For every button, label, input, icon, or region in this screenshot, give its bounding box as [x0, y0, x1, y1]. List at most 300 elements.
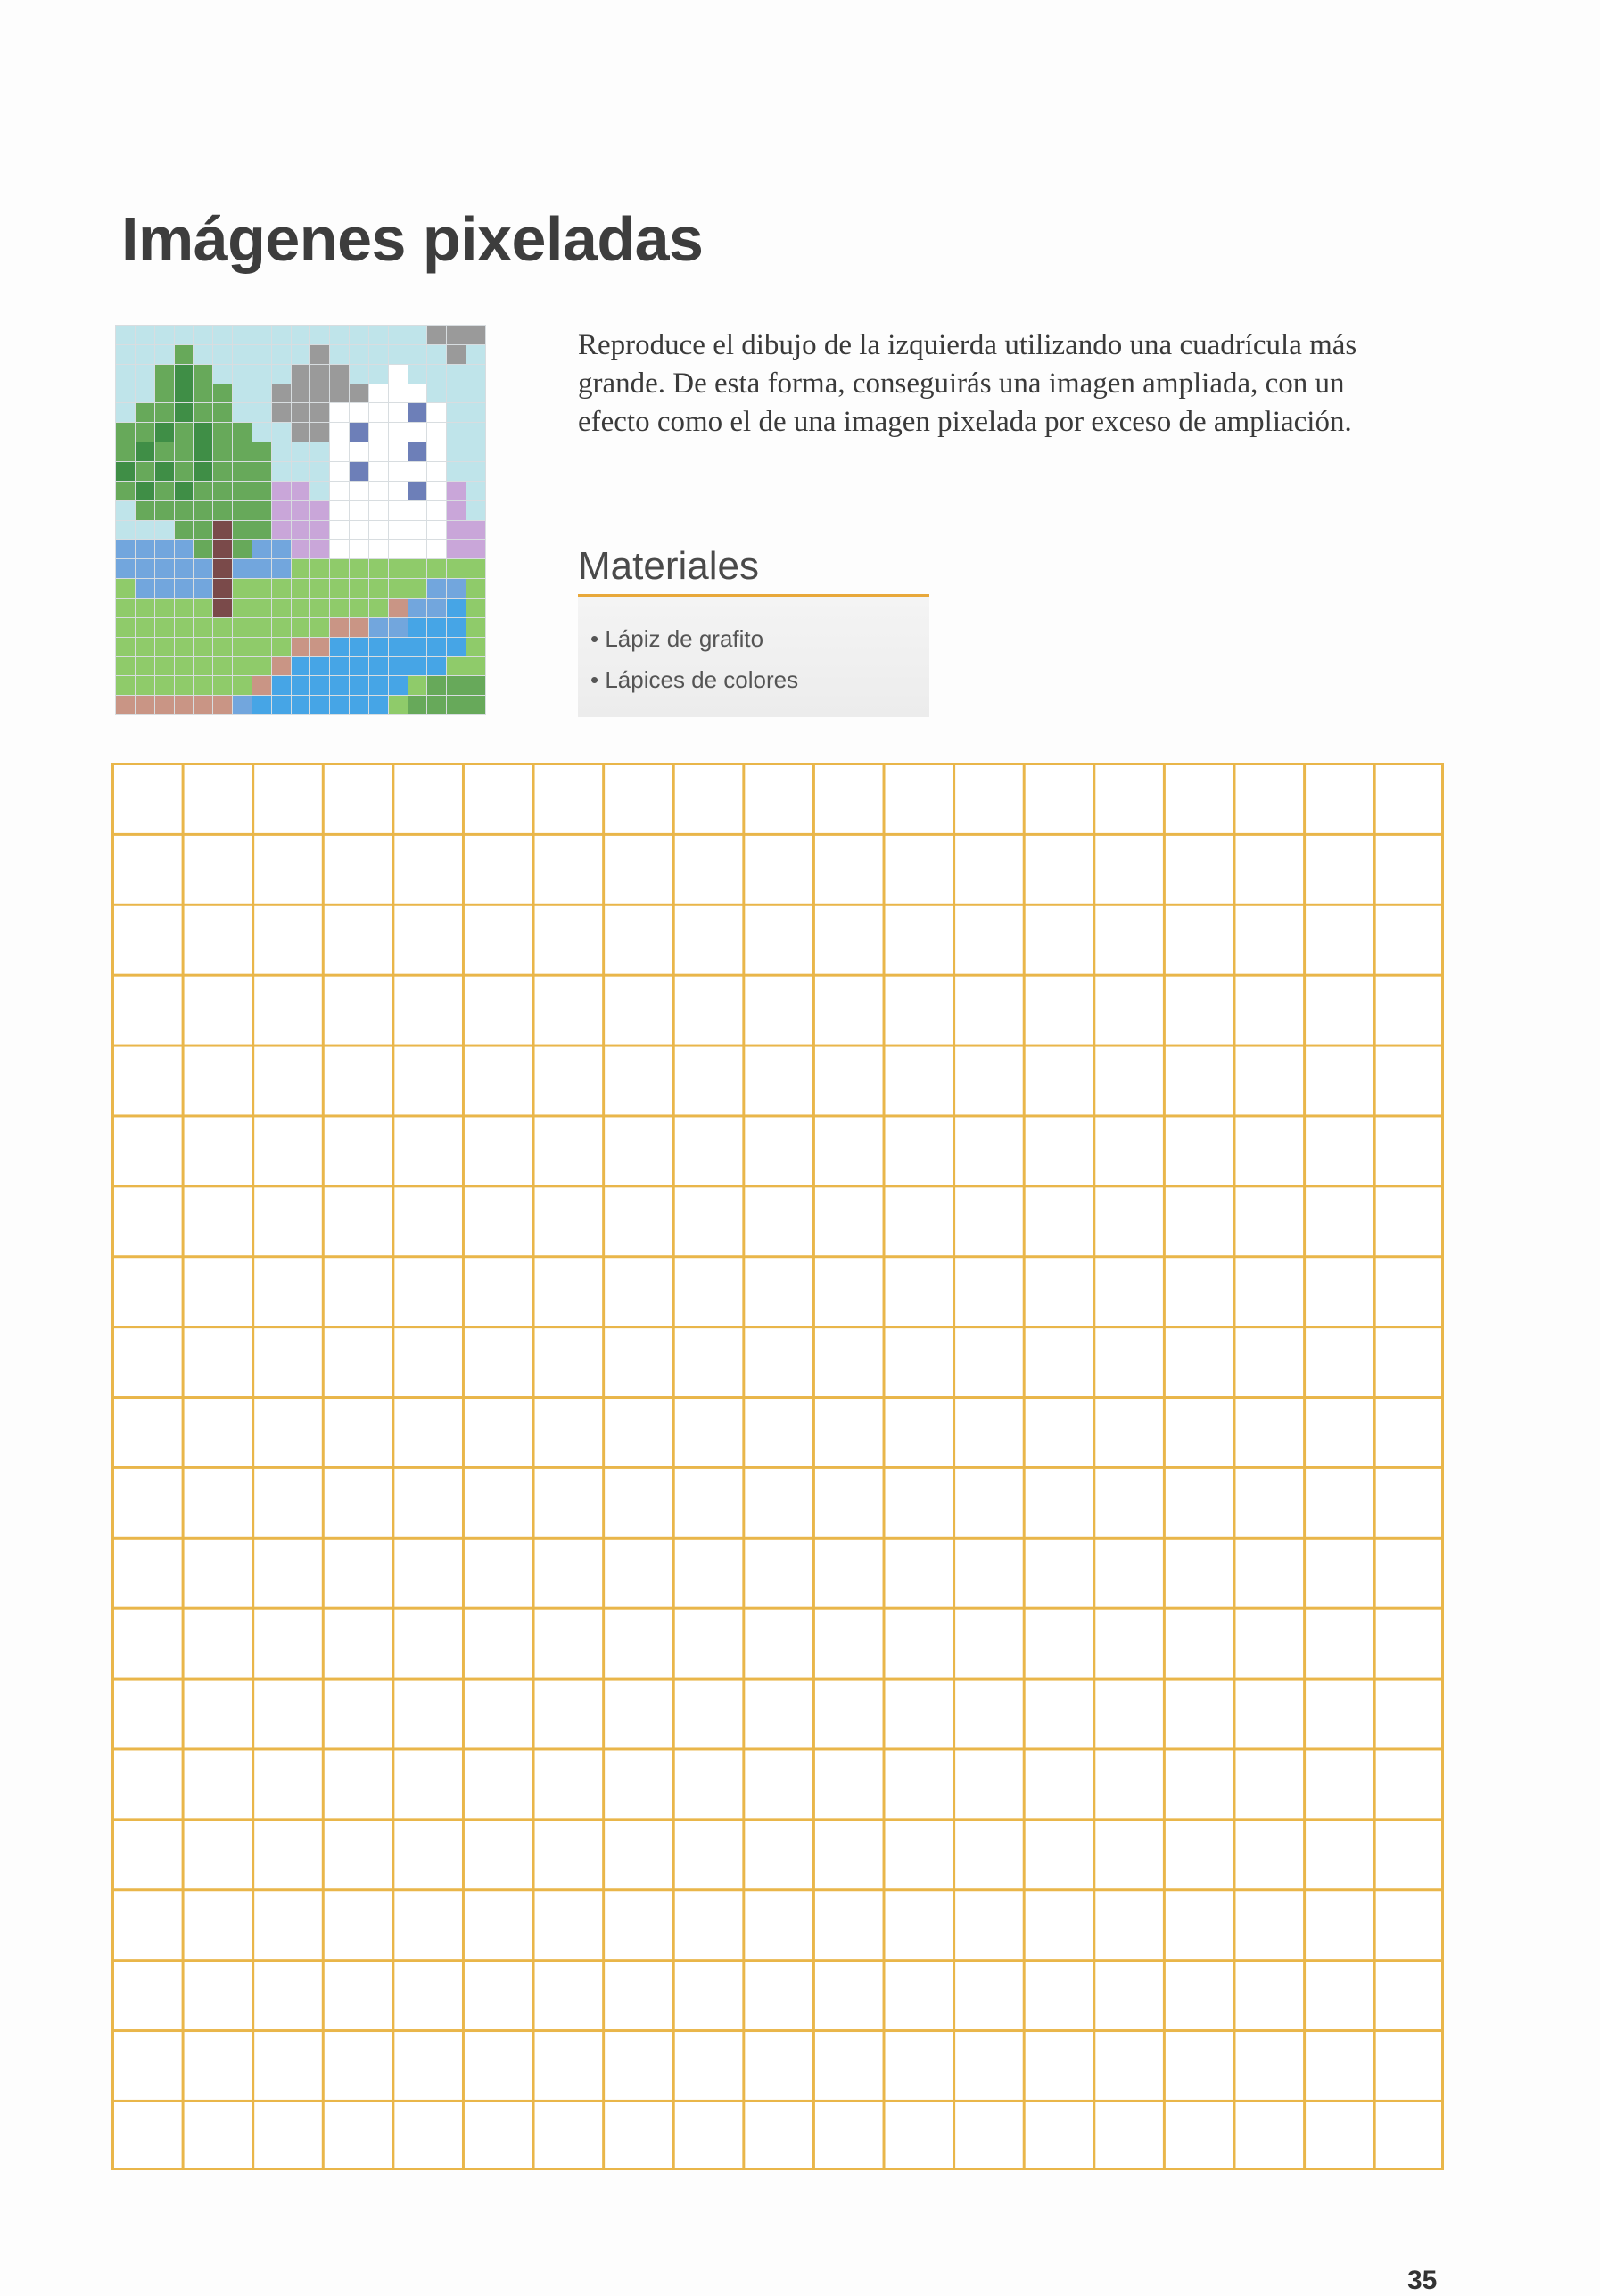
pixel-cell [136, 462, 154, 481]
pixel-cell [213, 676, 232, 695]
pixel-cell [194, 365, 212, 384]
pixel-cell [330, 442, 349, 461]
pixel-cell [447, 345, 466, 364]
pixel-cell [213, 482, 232, 500]
pixel-cell [155, 521, 174, 540]
pixel-cell [136, 521, 154, 540]
pixel-cell [233, 365, 252, 384]
pixel-cell [447, 696, 466, 714]
pixel-cell [330, 482, 349, 500]
pixel-cell [408, 384, 427, 403]
pixel-cell [369, 521, 388, 540]
pixel-cell [252, 423, 271, 442]
pixel-cell [330, 696, 349, 714]
pixel-cell [292, 579, 310, 598]
pixel-cell [389, 559, 408, 578]
pixel-cell [136, 618, 154, 637]
pixel-cell [233, 462, 252, 481]
pixel-cell [272, 326, 291, 344]
pixel-cell [233, 384, 252, 403]
pixel-cell [292, 638, 310, 657]
pixel-cell [369, 482, 388, 500]
materials-item-colored-pencils: • Lápices de colores [590, 659, 929, 700]
pixel-cell [292, 501, 310, 520]
pixel-cell [292, 521, 310, 540]
pixel-cell [466, 559, 485, 578]
pixel-cell [155, 696, 174, 714]
pixel-cell [408, 559, 427, 578]
pixel-cell [155, 638, 174, 657]
pixel-cell [427, 579, 446, 598]
pixel-cell [389, 521, 408, 540]
pixel-cell [233, 482, 252, 500]
pixel-cell [155, 482, 174, 500]
empty-drawing-grid[interactable] [111, 763, 1444, 2170]
pixel-cell [175, 345, 194, 364]
pixel-art-reference-image [115, 325, 486, 715]
pixel-cell [389, 345, 408, 364]
pixel-cell [155, 579, 174, 598]
pixel-cell [136, 676, 154, 695]
pixel-cell [272, 384, 291, 403]
pixel-cell [310, 521, 329, 540]
pixel-cell [272, 599, 291, 617]
pixel-cell [175, 365, 194, 384]
pixel-cell [369, 501, 388, 520]
pixel-cell [272, 423, 291, 442]
pixel-cell [194, 540, 212, 558]
pixel-cell [350, 657, 368, 675]
pixel-cell [310, 676, 329, 695]
pixel-cell [369, 676, 388, 695]
pixel-cell [310, 442, 329, 461]
pixel-cell [116, 501, 135, 520]
materials-item-pencil: • Lápiz de grafito [590, 618, 929, 659]
pixel-cell [389, 618, 408, 637]
pixel-cell [116, 462, 135, 481]
pixel-cell [408, 521, 427, 540]
pixel-cell [155, 403, 174, 422]
pixel-cell [252, 540, 271, 558]
pixel-cell [116, 326, 135, 344]
pixel-cell [272, 696, 291, 714]
pixel-cell [194, 326, 212, 344]
pixel-cell [447, 423, 466, 442]
page-title: Imágenes pixeladas [121, 204, 704, 274]
pixel-cell [466, 579, 485, 598]
pixel-cell [194, 696, 212, 714]
pixel-cell [310, 579, 329, 598]
pixel-cell [136, 579, 154, 598]
pixel-cell [447, 501, 466, 520]
pixel-cell [369, 442, 388, 461]
pixel-cell [194, 638, 212, 657]
pixel-cell [408, 676, 427, 695]
pixel-cell [369, 559, 388, 578]
pixel-cell [175, 501, 194, 520]
pixel-cell [252, 657, 271, 675]
pixel-cell [252, 482, 271, 500]
pixel-cell [350, 521, 368, 540]
pixel-cell [213, 384, 232, 403]
pixel-cell [447, 579, 466, 598]
pixel-cell [447, 462, 466, 481]
pixel-cell [194, 482, 212, 500]
pixel-cell [136, 599, 154, 617]
pixel-cell [408, 579, 427, 598]
materials-heading: Materiales [578, 544, 759, 588]
pixel-cell [408, 482, 427, 500]
pixel-cell [427, 696, 446, 714]
pixel-cell [292, 540, 310, 558]
pixel-cell [369, 462, 388, 481]
pixel-cell [213, 501, 232, 520]
pixel-cell [116, 384, 135, 403]
pixel-cell [252, 638, 271, 657]
pixel-cell [466, 326, 485, 344]
pixel-cell [233, 540, 252, 558]
pixel-cell [175, 403, 194, 422]
pixel-cell [447, 521, 466, 540]
pixel-cell [350, 501, 368, 520]
pixel-cell [116, 638, 135, 657]
pixel-cell [427, 540, 446, 558]
pixel-cell [389, 462, 408, 481]
pixel-cell [194, 384, 212, 403]
pixel-cell [389, 540, 408, 558]
pixel-cell [466, 442, 485, 461]
pixel-cell [292, 618, 310, 637]
instructions-text: Reproduce el dibujo de la izquierda utilizando una cuadrícula más grande. De esta forma, conseguirás una imagen ampliada, con un efecto como el de una imagen pixelada por exceso de ampliación. [578, 329, 1357, 438]
pixel-cell [408, 442, 427, 461]
pixel-cell [350, 579, 368, 598]
pixel-cell [194, 442, 212, 461]
pixel-cell [233, 501, 252, 520]
pixel-cell [447, 442, 466, 461]
pixel-cell [427, 326, 446, 344]
pixel-cell [233, 676, 252, 695]
pixel-cell [292, 384, 310, 403]
pixel-cell [116, 696, 135, 714]
pixel-cell [233, 423, 252, 442]
pixel-cell [175, 618, 194, 637]
pixel-cell [466, 345, 485, 364]
pixel-cell [116, 540, 135, 558]
pixel-cell [350, 442, 368, 461]
pixel-cell [213, 599, 232, 617]
pixel-cell [447, 618, 466, 637]
pixel-cell [369, 599, 388, 617]
pixel-cell [194, 618, 212, 637]
pixel-cell [213, 696, 232, 714]
pixel-cell [466, 676, 485, 695]
pixel-cell [155, 462, 174, 481]
pixel-cell [194, 657, 212, 675]
pixel-cell [427, 599, 446, 617]
pixel-cell [447, 599, 466, 617]
pixel-cell [447, 657, 466, 675]
pixel-cell [272, 442, 291, 461]
pixel-cell [427, 618, 446, 637]
pixel-cell [427, 403, 446, 422]
pixel-cell [252, 579, 271, 598]
pixel-cell [116, 365, 135, 384]
pixel-cell [408, 618, 427, 637]
pixel-cell [466, 638, 485, 657]
pixel-cell [292, 676, 310, 695]
pixel-cell [292, 403, 310, 422]
pixel-cell [116, 657, 135, 675]
pixel-cell [155, 657, 174, 675]
pixel-cell [350, 540, 368, 558]
pixel-cell [369, 403, 388, 422]
pixel-cell [272, 462, 291, 481]
pixel-cell [389, 638, 408, 657]
pixel-cell [427, 676, 446, 695]
pixel-cell [310, 462, 329, 481]
pixel-cell [310, 403, 329, 422]
pixel-cell [272, 365, 291, 384]
pixel-cell [466, 521, 485, 540]
pixel-cell [194, 423, 212, 442]
pixel-cell [252, 501, 271, 520]
pixel-cell [175, 559, 194, 578]
pixel-cell [272, 579, 291, 598]
pixel-cell [175, 384, 194, 403]
pixel-cell [194, 462, 212, 481]
pixel-cell [233, 599, 252, 617]
pixel-cell [389, 365, 408, 384]
pixel-cell [330, 384, 349, 403]
pixel-cell [330, 676, 349, 695]
pixel-cell [466, 423, 485, 442]
pixel-cell [292, 657, 310, 675]
pixel-cell [350, 326, 368, 344]
pixel-cell [233, 657, 252, 675]
pixel-cell [350, 559, 368, 578]
pixel-cell [175, 521, 194, 540]
pixel-cell [292, 559, 310, 578]
pixel-cell [252, 462, 271, 481]
pixel-cell [233, 345, 252, 364]
pixel-cell [136, 638, 154, 657]
materials-box [578, 594, 929, 717]
pixel-cell [350, 384, 368, 403]
pixel-cell [116, 521, 135, 540]
pixel-cell [175, 423, 194, 442]
pixel-cell [427, 657, 446, 675]
pixel-cell [369, 638, 388, 657]
pixel-cell [310, 501, 329, 520]
pixel-cell [292, 462, 310, 481]
pixel-cell [447, 403, 466, 422]
pixel-cell [389, 384, 408, 403]
pixel-cell [272, 618, 291, 637]
pixel-cell [389, 579, 408, 598]
pixel-cell [233, 521, 252, 540]
pixel-cell [330, 540, 349, 558]
pixel-cell [389, 501, 408, 520]
pixel-cell [408, 638, 427, 657]
pixel-cell [175, 599, 194, 617]
pixel-cell [252, 326, 271, 344]
pixel-cell [447, 540, 466, 558]
pixel-cell [330, 365, 349, 384]
pixel-cell [155, 423, 174, 442]
pixel-cell [136, 365, 154, 384]
pixel-cell [233, 696, 252, 714]
pixel-cell [292, 599, 310, 617]
pixel-cell [427, 482, 446, 500]
pixel-cell [310, 696, 329, 714]
pixel-cell [272, 501, 291, 520]
pixel-cell [252, 345, 271, 364]
pixel-cell [155, 345, 174, 364]
pixel-cell [310, 423, 329, 442]
pixel-cell [466, 599, 485, 617]
pixel-cell [272, 403, 291, 422]
pixel-cell [213, 326, 232, 344]
pixel-cell [252, 365, 271, 384]
pixel-cell [427, 559, 446, 578]
pixel-cell [389, 599, 408, 617]
pixel-cell [330, 618, 349, 637]
pixel-cell [233, 326, 252, 344]
pixel-cell [330, 579, 349, 598]
pixel-cell [136, 384, 154, 403]
pixel-cell [330, 599, 349, 617]
pixel-cell [213, 403, 232, 422]
pixel-cell [136, 540, 154, 558]
pixel-cell [466, 462, 485, 481]
pixel-cell [155, 384, 174, 403]
pixel-cell [175, 482, 194, 500]
pixel-cell [447, 482, 466, 500]
pixel-cell [466, 540, 485, 558]
pixel-cell [272, 638, 291, 657]
pixel-cell [330, 326, 349, 344]
pixel-cell [155, 676, 174, 695]
pixel-cell [408, 540, 427, 558]
pixel-cell [292, 423, 310, 442]
pixel-cell [408, 696, 427, 714]
pixel-cell [427, 384, 446, 403]
pixel-cell [369, 618, 388, 637]
pixel-cell [447, 384, 466, 403]
pixel-cell [233, 403, 252, 422]
pixel-cell [292, 482, 310, 500]
pixel-cell [116, 482, 135, 500]
pixel-cell [136, 423, 154, 442]
pixel-cell [116, 403, 135, 422]
pixel-cell [116, 442, 135, 461]
pixel-cell [175, 326, 194, 344]
pixel-cell [233, 442, 252, 461]
pixel-cell [136, 657, 154, 675]
pixel-cell [136, 559, 154, 578]
pixel-cell [310, 559, 329, 578]
pixel-cell [427, 521, 446, 540]
pixel-cell [350, 462, 368, 481]
pixel-cell [389, 482, 408, 500]
pixel-cell [466, 657, 485, 675]
pixel-cell [213, 657, 232, 675]
pixel-cell [292, 696, 310, 714]
pixel-cell [292, 442, 310, 461]
pixel-cell [194, 676, 212, 695]
pixel-cell [213, 638, 232, 657]
pixel-cell [252, 676, 271, 695]
pixel-cell [389, 676, 408, 695]
pixel-cell [175, 442, 194, 461]
pixel-cell [466, 403, 485, 422]
pixel-cell [408, 599, 427, 617]
pixel-cell [350, 599, 368, 617]
pixel-cell [408, 657, 427, 675]
pixel-cell [330, 638, 349, 657]
pixel-cell [330, 462, 349, 481]
pixel-cell [369, 326, 388, 344]
pixel-cell [213, 540, 232, 558]
pixel-cell [116, 599, 135, 617]
pixel-cell [466, 365, 485, 384]
pixel-cell [447, 365, 466, 384]
pixel-cell [350, 482, 368, 500]
pixel-cell [272, 345, 291, 364]
pixel-cell [213, 521, 232, 540]
pixel-cell [350, 365, 368, 384]
pixel-cell [252, 696, 271, 714]
pixel-cell [116, 579, 135, 598]
pixel-cell [369, 365, 388, 384]
pixel-cell [310, 618, 329, 637]
pixel-cell [408, 501, 427, 520]
pixel-cell [310, 365, 329, 384]
pixel-cell [330, 521, 349, 540]
pixel-cell [310, 482, 329, 500]
pixel-cell [213, 365, 232, 384]
pixel-cell [369, 696, 388, 714]
pixel-cell [252, 384, 271, 403]
pixel-cell [389, 442, 408, 461]
pixel-cell [155, 559, 174, 578]
pixel-cell [408, 326, 427, 344]
pixel-cell [272, 482, 291, 500]
pixel-cell [466, 384, 485, 403]
pixel-cell [369, 657, 388, 675]
pixel-cell [175, 462, 194, 481]
pixel-cell [213, 579, 232, 598]
pixel-cell [272, 676, 291, 695]
pixel-cell [155, 442, 174, 461]
pixel-cell [136, 345, 154, 364]
pixel-cell [213, 618, 232, 637]
pixel-cell [389, 657, 408, 675]
pixel-cell [310, 384, 329, 403]
pixel-cell [252, 403, 271, 422]
pixel-cell [213, 559, 232, 578]
pixel-cell [155, 365, 174, 384]
materials-list [590, 618, 929, 700]
pixel-cell [427, 423, 446, 442]
pixel-cell [136, 326, 154, 344]
pixel-cell [427, 501, 446, 520]
pixel-cell [175, 540, 194, 558]
pixel-cell [447, 326, 466, 344]
pixel-cell [292, 345, 310, 364]
pixel-cell [272, 540, 291, 558]
pixel-cell [136, 482, 154, 500]
